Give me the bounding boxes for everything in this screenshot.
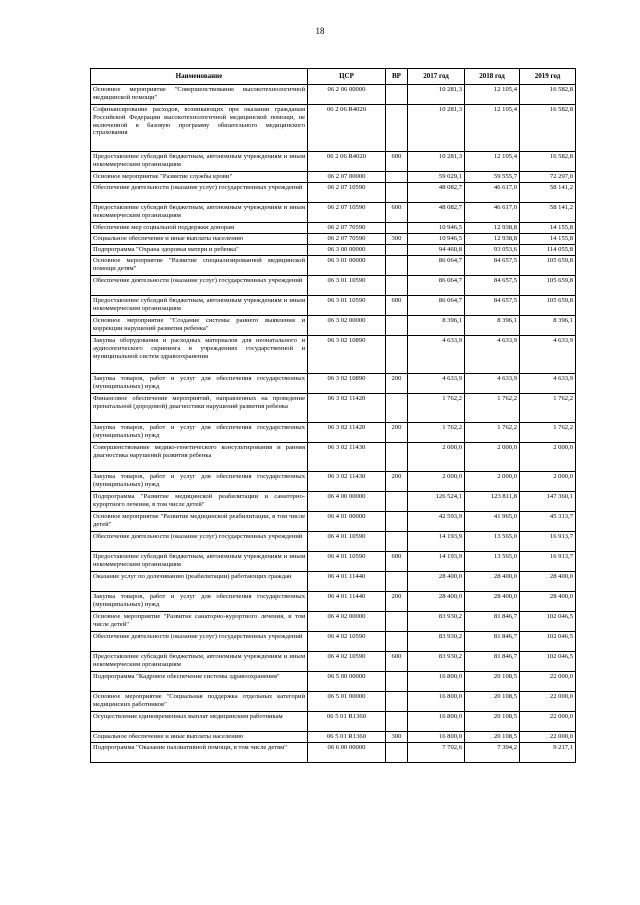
row-vr-code bbox=[386, 172, 408, 183]
table-row bbox=[91, 245, 576, 256]
row-amount-2017: 14 193,9 bbox=[408, 552, 465, 572]
table-row bbox=[91, 692, 576, 712]
row-vr-code: 600 bbox=[386, 296, 408, 316]
row-amount-2018: 28 400,0 bbox=[465, 592, 520, 612]
row-csr-code: 06 4 01 00000 bbox=[308, 512, 386, 532]
row-amount-2017: 48 082,7 bbox=[408, 183, 465, 203]
row-amount-2017: 28 400,0 bbox=[408, 592, 465, 612]
row-csr-code: 06 3 00 00000 bbox=[308, 245, 386, 256]
row-vr-code bbox=[386, 572, 408, 592]
row-vr-code bbox=[386, 105, 408, 152]
row-vr-code: 600 bbox=[386, 203, 408, 223]
row-amount-2019: 16 913,7 bbox=[520, 532, 576, 552]
row-amount-2017: 28 400,0 bbox=[408, 572, 465, 592]
row-csr-code: 06 2 06 00000 bbox=[308, 85, 386, 105]
table-row bbox=[91, 296, 576, 316]
table-row bbox=[91, 152, 576, 172]
row-amount-2018: 20 108,5 bbox=[465, 692, 520, 712]
row-csr-code: 06 2 07 70590 bbox=[308, 223, 386, 234]
row-vr-code: 200 bbox=[386, 423, 408, 443]
row-amount-2019: 22 000,0 bbox=[520, 712, 576, 732]
row-amount-2018: 2 000,0 bbox=[465, 472, 520, 492]
row-name: Подпрограмма "Развитие медицинской реабилитации и санаторно-курортного лечения, в том числе детей" bbox=[91, 492, 308, 512]
row-amount-2017: 10 281,3 bbox=[408, 152, 465, 172]
row-amount-2017: 4 633,9 bbox=[408, 374, 465, 394]
row-name: Основное мероприятие "Совершенствование высокотехнологичной медицинской помощи" bbox=[91, 85, 308, 105]
row-amount-2017: 86 064,7 bbox=[408, 276, 465, 296]
row-amount-2018: 1 762,2 bbox=[465, 423, 520, 443]
row-vr-code: 600 bbox=[386, 552, 408, 572]
row-csr-code: 06 2 06 R4020 bbox=[308, 105, 386, 152]
table-row bbox=[91, 652, 576, 672]
row-amount-2018: 20 108,5 bbox=[465, 712, 520, 732]
row-amount-2019: 105 659,8 bbox=[520, 276, 576, 296]
row-amount-2017: 1 762,2 bbox=[408, 423, 465, 443]
row-csr-code: 06 4 02 00000 bbox=[308, 612, 386, 632]
page-number: 18 bbox=[315, 26, 325, 36]
row-amount-2017: 10 281,3 bbox=[408, 85, 465, 105]
row-vr-code bbox=[386, 692, 408, 712]
table-row bbox=[91, 423, 576, 443]
table-row bbox=[91, 712, 576, 732]
row-name: Обеспечение деятельности (оказание услуг) государственных учреждений bbox=[91, 183, 308, 203]
row-vr-code bbox=[386, 316, 408, 336]
row-vr-code bbox=[386, 443, 408, 472]
table-row bbox=[91, 532, 576, 552]
table-row bbox=[91, 732, 576, 743]
row-amount-2017: 10 946,5 bbox=[408, 223, 465, 234]
row-csr-code: 06 5 01 R1360 bbox=[308, 732, 386, 743]
row-amount-2017: 2 000,0 bbox=[408, 472, 465, 492]
row-amount-2017: 14 193,9 bbox=[408, 532, 465, 552]
row-amount-2017: 2 000,0 bbox=[408, 443, 465, 472]
budget-table bbox=[90, 68, 576, 763]
row-csr-code: 06 3 02 11420 bbox=[308, 394, 386, 423]
row-csr-code: 06 2 07 10590 bbox=[308, 203, 386, 223]
row-amount-2019: 147 360,1 bbox=[520, 492, 576, 512]
row-vr-code bbox=[386, 712, 408, 732]
row-amount-2018: 59 555,7 bbox=[465, 172, 520, 183]
row-vr-code bbox=[386, 223, 408, 234]
table-row bbox=[91, 472, 576, 492]
row-amount-2019: 28 400,0 bbox=[520, 592, 576, 612]
row-amount-2017: 16 800,0 bbox=[408, 672, 465, 692]
row-amount-2019: 45 313,7 bbox=[520, 512, 576, 532]
row-amount-2018: 2 000,0 bbox=[465, 443, 520, 472]
row-amount-2018: 84 657,5 bbox=[465, 256, 520, 276]
row-amount-2019: 22 000,0 bbox=[520, 732, 576, 743]
row-name: Финансовое обеспечение мероприятий, направленных на проведение пренатальной (дородовой) диагностики нарушений развития ребенка bbox=[91, 394, 308, 423]
row-amount-2017: 16 800,0 bbox=[408, 712, 465, 732]
row-amount-2017: 83 930,2 bbox=[408, 612, 465, 632]
row-name: Совершенствование медико-генетического консультирования и ранняя диагностика нарушений развития ребенка bbox=[91, 443, 308, 472]
table-row bbox=[91, 172, 576, 183]
table-row bbox=[91, 612, 576, 632]
row-amount-2018: 4 633,9 bbox=[465, 336, 520, 374]
table-row bbox=[91, 105, 576, 152]
row-name: Основное мероприятие "Развитие специализированной медицинской помощи детям" bbox=[91, 256, 308, 276]
row-name: Предоставление субсидий бюджетным, автономным учреждениям и иным некоммерческим организациям bbox=[91, 203, 308, 223]
table-row bbox=[91, 223, 576, 234]
row-amount-2019: 16 582,8 bbox=[520, 105, 576, 152]
row-amount-2019: 16 913,7 bbox=[520, 552, 576, 572]
row-name: Основное мероприятие "Развитие службы крови" bbox=[91, 172, 308, 183]
row-name: Обеспечение деятельности (оказание услуг) государственных учреждений bbox=[91, 276, 308, 296]
header-2019: 2019 год bbox=[520, 69, 576, 85]
table-row bbox=[91, 672, 576, 692]
row-amount-2019: 1 762,2 bbox=[520, 423, 576, 443]
table-row bbox=[91, 512, 576, 532]
row-csr-code: 06 3 02 11420 bbox=[308, 423, 386, 443]
table-row bbox=[91, 443, 576, 472]
row-name: Обеспечение деятельности (оказание услуг) государственных учреждений bbox=[91, 632, 308, 652]
row-csr-code: 06 4 00 00000 bbox=[308, 492, 386, 512]
row-amount-2017: 10 946,5 bbox=[408, 234, 465, 245]
row-amount-2017: 126 524,1 bbox=[408, 492, 465, 512]
row-amount-2017: 86 064,7 bbox=[408, 296, 465, 316]
table-row bbox=[91, 85, 576, 105]
row-csr-code: 06 5 00 00000 bbox=[308, 672, 386, 692]
table-row bbox=[91, 336, 576, 374]
row-name: Основное мероприятие "Создание системы раннего выявления и коррекции нарушений развития ребенка" bbox=[91, 316, 308, 336]
header-vr: ВР bbox=[386, 69, 408, 85]
row-csr-code: 06 3 01 10590 bbox=[308, 276, 386, 296]
row-amount-2018: 1 762,2 bbox=[465, 394, 520, 423]
row-vr-code bbox=[386, 612, 408, 632]
row-amount-2018: 46 617,0 bbox=[465, 203, 520, 223]
row-amount-2019: 16 582,8 bbox=[520, 85, 576, 105]
row-amount-2018: 13 565,0 bbox=[465, 552, 520, 572]
row-amount-2018: 8 396,1 bbox=[465, 316, 520, 336]
row-name: Закупка оборудования и расходных материалов для неонатального и аудиологического скрининга в учреждениях государственной и муниципальной систем здравоохранения bbox=[91, 336, 308, 374]
table-row bbox=[91, 632, 576, 652]
row-csr-code: 06 4 01 10590 bbox=[308, 532, 386, 552]
row-amount-2019: 58 141,2 bbox=[520, 203, 576, 223]
row-name: Предоставление субсидий бюджетным, автономным учреждениям и иным некоммерческим организациям bbox=[91, 552, 308, 572]
row-amount-2019: 9 217,1 bbox=[520, 743, 576, 763]
row-csr-code: 06 2 07 10590 bbox=[308, 183, 386, 203]
header-2018: 2018 год bbox=[465, 69, 520, 85]
row-amount-2017: 48 082,7 bbox=[408, 203, 465, 223]
row-csr-code: 06 3 01 10590 bbox=[308, 296, 386, 316]
row-amount-2018: 7 394,2 bbox=[465, 743, 520, 763]
header-csr: ЦСР bbox=[308, 69, 386, 85]
row-csr-code: 06 3 02 11430 bbox=[308, 443, 386, 472]
row-csr-code: 06 4 01 10590 bbox=[308, 552, 386, 572]
row-amount-2017: 42 593,9 bbox=[408, 512, 465, 532]
row-amount-2017: 16 800,0 bbox=[408, 732, 465, 743]
row-amount-2019: 102 046,5 bbox=[520, 632, 576, 652]
row-amount-2017: 4 633,9 bbox=[408, 336, 465, 374]
row-name: Подпрограмма "Охрана здоровья матери и ребенка" bbox=[91, 245, 308, 256]
row-csr-code: 06 6 00 00000 bbox=[308, 743, 386, 763]
row-csr-code: 06 2 07 70590 bbox=[308, 234, 386, 245]
table-row bbox=[91, 592, 576, 612]
table-row bbox=[91, 572, 576, 592]
row-vr-code bbox=[386, 632, 408, 652]
table-row bbox=[91, 203, 576, 223]
row-name: Подпрограмма "Оказание паллиативной помощи, в том числе детям" bbox=[91, 743, 308, 763]
row-amount-2018: 20 108,5 bbox=[465, 672, 520, 692]
table-row bbox=[91, 276, 576, 296]
row-vr-code bbox=[386, 672, 408, 692]
row-amount-2019: 14 155,8 bbox=[520, 223, 576, 234]
row-amount-2019: 105 659,8 bbox=[520, 256, 576, 276]
row-csr-code: 06 4 01 11440 bbox=[308, 592, 386, 612]
row-vr-code bbox=[386, 336, 408, 374]
row-amount-2019: 22 000,0 bbox=[520, 692, 576, 712]
row-amount-2018: 20 108,5 bbox=[465, 732, 520, 743]
row-csr-code: 06 5 01 00000 bbox=[308, 692, 386, 712]
row-amount-2017: 8 396,1 bbox=[408, 316, 465, 336]
row-vr-code: 600 bbox=[386, 152, 408, 172]
row-amount-2018: 28 400,0 bbox=[465, 572, 520, 592]
row-csr-code: 06 5 01 R1360 bbox=[308, 712, 386, 732]
row-amount-2019: 1 762,2 bbox=[520, 394, 576, 423]
row-vr-code bbox=[386, 85, 408, 105]
row-csr-code: 06 3 02 10890 bbox=[308, 374, 386, 394]
table-row bbox=[91, 234, 576, 245]
row-name: Предоставление субсидий бюджетным, автономным учреждениям и иным некоммерческим организациям bbox=[91, 152, 308, 172]
row-amount-2017: 83 930,2 bbox=[408, 652, 465, 672]
row-name: Обеспечение мер социальной поддержки донорам bbox=[91, 223, 308, 234]
row-amount-2018: 12 938,8 bbox=[465, 234, 520, 245]
header-name: Наименование bbox=[91, 69, 308, 85]
table-header-row bbox=[91, 69, 576, 85]
row-csr-code: 06 2 07 00000 bbox=[308, 172, 386, 183]
row-amount-2018: 84 657,5 bbox=[465, 296, 520, 316]
row-name: Социальное обеспечение и иные выплаты населению bbox=[91, 732, 308, 743]
row-name: Закупка товаров, работ и услуг для обеспечения государственных (муниципальных) нужд bbox=[91, 423, 308, 443]
table-row bbox=[91, 492, 576, 512]
row-amount-2017: 1 762,2 bbox=[408, 394, 465, 423]
row-amount-2017: 59 029,1 bbox=[408, 172, 465, 183]
row-vr-code: 600 bbox=[386, 652, 408, 672]
table-row bbox=[91, 374, 576, 394]
row-amount-2018: 41 965,0 bbox=[465, 512, 520, 532]
row-vr-code bbox=[386, 394, 408, 423]
row-name: Обеспечение деятельности (оказание услуг) государственных учреждений bbox=[91, 532, 308, 552]
row-amount-2019: 22 000,0 bbox=[520, 672, 576, 692]
row-amount-2017: 83 930,2 bbox=[408, 632, 465, 652]
row-name: Основное мероприятие "Социальная поддержка отдельных категорий медицинских работников" bbox=[91, 692, 308, 712]
row-amount-2019: 4 633,9 bbox=[520, 336, 576, 374]
row-name: Подпрограмма "Кадровое обеспечение системы здравоохранения" bbox=[91, 672, 308, 692]
row-vr-code bbox=[386, 183, 408, 203]
row-amount-2019: 2 000,0 bbox=[520, 443, 576, 472]
row-vr-code bbox=[386, 492, 408, 512]
row-name: Софинансирование расходов, возникающих при оказании гражданам Российской Федерации высокотехнологичной медицинской помощи, не включенной в базовую программу обязательного медицинского страхования bbox=[91, 105, 308, 152]
row-name: Социальное обеспечение и иные выплаты населению bbox=[91, 234, 308, 245]
row-amount-2019: 105 659,8 bbox=[520, 296, 576, 316]
row-csr-code: 06 3 02 00000 bbox=[308, 316, 386, 336]
row-csr-code: 06 2 06 R4020 bbox=[308, 152, 386, 172]
row-amount-2018: 123 811,8 bbox=[465, 492, 520, 512]
row-amount-2018: 81 846,7 bbox=[465, 632, 520, 652]
row-name: Основное мероприятие "Развитие медицинской реабилитации, в том числе детей" bbox=[91, 512, 308, 532]
row-name: Предоставление субсидий бюджетным, автономным учреждениям и иным некоммерческим организациям bbox=[91, 652, 308, 672]
row-amount-2018: 12 105,4 bbox=[465, 152, 520, 172]
row-csr-code: 06 4 02 10590 bbox=[308, 632, 386, 652]
row-amount-2017: 94 460,8 bbox=[408, 245, 465, 256]
row-csr-code: 06 3 02 11430 bbox=[308, 472, 386, 492]
row-name: Закупка товаров, работ и услуг для обеспечения государственных (муниципальных) нужд bbox=[91, 472, 308, 492]
row-amount-2018: 12 105,4 bbox=[465, 85, 520, 105]
row-csr-code: 06 3 01 00000 bbox=[308, 256, 386, 276]
row-csr-code: 06 3 02 10890 bbox=[308, 336, 386, 374]
table-row bbox=[91, 743, 576, 763]
table-row bbox=[91, 183, 576, 203]
row-amount-2017: 16 800,0 bbox=[408, 692, 465, 712]
row-name: Закупка товаров, работ и услуг для обеспечения государственных (муниципальных) нужд bbox=[91, 592, 308, 612]
row-amount-2018: 4 633,9 bbox=[465, 374, 520, 394]
row-amount-2019: 28 400,0 bbox=[520, 572, 576, 592]
table-row bbox=[91, 394, 576, 423]
row-csr-code: 06 4 02 10590 bbox=[308, 652, 386, 672]
row-amount-2019: 72 297,0 bbox=[520, 172, 576, 183]
row-vr-code: 200 bbox=[386, 374, 408, 394]
row-amount-2017: 10 281,3 bbox=[408, 105, 465, 152]
row-vr-code bbox=[386, 256, 408, 276]
row-amount-2018: 13 565,0 bbox=[465, 532, 520, 552]
row-vr-code: 200 bbox=[386, 592, 408, 612]
row-name: Предоставление субсидий бюджетным, автономным учреждениям и иным некоммерческим организациям bbox=[91, 296, 308, 316]
row-amount-2019: 4 633,9 bbox=[520, 374, 576, 394]
row-amount-2019: 58 141,2 bbox=[520, 183, 576, 203]
row-name: Основное мероприятие "Развитие санаторно-курортного лечения, в том числе детей" bbox=[91, 612, 308, 632]
row-vr-code: 300 bbox=[386, 234, 408, 245]
row-amount-2018: 93 053,6 bbox=[465, 245, 520, 256]
table-body bbox=[91, 85, 576, 763]
row-vr-code bbox=[386, 743, 408, 763]
header-2017: 2017 год bbox=[408, 69, 465, 85]
row-name: Закупка товаров, работ и услуг для обеспечения государственных (муниципальных) нужд bbox=[91, 374, 308, 394]
table-row bbox=[91, 552, 576, 572]
row-amount-2019: 2 000,0 bbox=[520, 472, 576, 492]
row-vr-code bbox=[386, 245, 408, 256]
row-amount-2018: 46 617,0 bbox=[465, 183, 520, 203]
row-vr-code: 300 bbox=[386, 732, 408, 743]
table-row bbox=[91, 316, 576, 336]
row-amount-2019: 102 046,5 bbox=[520, 652, 576, 672]
row-name: Оказание услуг по долечиванию (реабилитации) работающих граждан bbox=[91, 572, 308, 592]
row-vr-code: 200 bbox=[386, 472, 408, 492]
row-amount-2018: 12 938,8 bbox=[465, 223, 520, 234]
row-amount-2019: 114 055,8 bbox=[520, 245, 576, 256]
row-amount-2018: 81 846,7 bbox=[465, 612, 520, 632]
row-amount-2018: 84 657,5 bbox=[465, 276, 520, 296]
row-amount-2017: 7 702,6 bbox=[408, 743, 465, 763]
row-csr-code: 06 4 01 11440 bbox=[308, 572, 386, 592]
row-amount-2019: 14 155,8 bbox=[520, 234, 576, 245]
row-amount-2018: 81 846,7 bbox=[465, 652, 520, 672]
row-amount-2017: 86 064,7 bbox=[408, 256, 465, 276]
row-vr-code bbox=[386, 276, 408, 296]
row-vr-code bbox=[386, 512, 408, 532]
row-amount-2019: 102 046,5 bbox=[520, 612, 576, 632]
table-row bbox=[91, 256, 576, 276]
row-amount-2019: 8 396,1 bbox=[520, 316, 576, 336]
row-amount-2018: 12 105,4 bbox=[465, 105, 520, 152]
row-amount-2019: 16 582,8 bbox=[520, 152, 576, 172]
row-vr-code bbox=[386, 532, 408, 552]
row-name: Осуществление единовременных выплат медицинским работникам bbox=[91, 712, 308, 732]
